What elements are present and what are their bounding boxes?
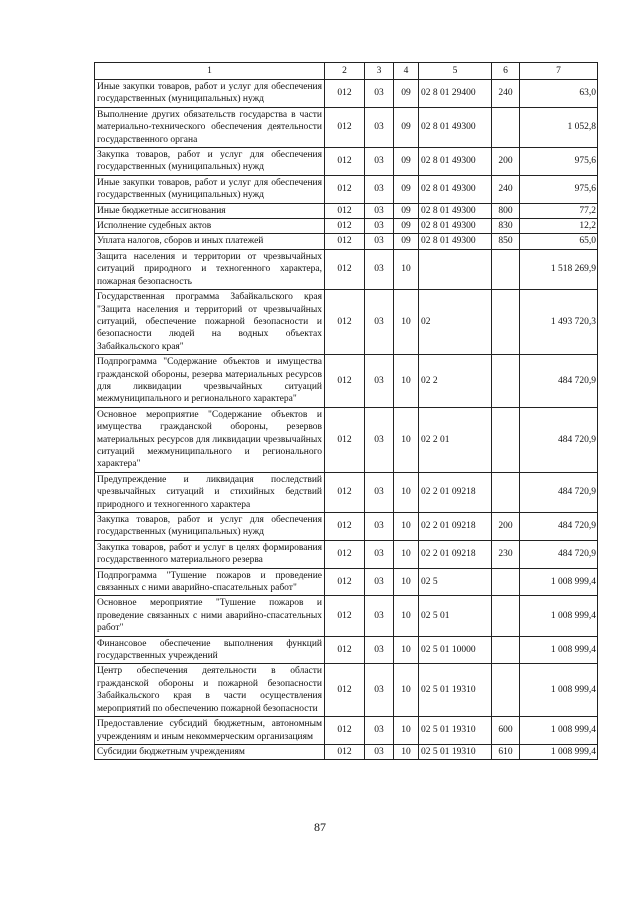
- expense-type-cell: [492, 568, 520, 596]
- chapter-code-cell: 03: [365, 234, 394, 249]
- amount-cell: 1 493 720,3: [520, 290, 598, 355]
- section-code-cell: 012: [325, 596, 365, 636]
- chapter-code-cell: 03: [365, 568, 394, 596]
- chapter-code-cell: 03: [365, 717, 394, 745]
- table-row: [95, 107, 598, 147]
- expense-type-cell: 240: [492, 175, 520, 203]
- table-row: [95, 234, 598, 249]
- subsection-code-cell: 10: [394, 355, 419, 408]
- table-row: [95, 249, 598, 289]
- expense-type-cell: 200: [492, 513, 520, 541]
- expense-type-cell: [492, 596, 520, 636]
- row-name-cell: Закупка товаров, работ и услуг в целях формирования государственного материального резерва: [95, 540, 325, 568]
- section-code-cell: 012: [325, 249, 365, 289]
- target-article-cell: 02 8 01 49300: [419, 148, 492, 176]
- subsection-code-cell: 10: [394, 249, 419, 289]
- table-row: [95, 175, 598, 203]
- budget-table: [94, 62, 598, 760]
- table-row: [95, 513, 598, 541]
- expense-type-cell: 230: [492, 540, 520, 568]
- target-article-cell: 02 8 01 49300: [419, 107, 492, 147]
- amount-cell: 1 052,8: [520, 107, 598, 147]
- table-row: [95, 568, 598, 596]
- subsection-code-cell: 09: [394, 107, 419, 147]
- expense-type-cell: 800: [492, 203, 520, 218]
- row-name-cell: Исполнение судебных актов: [95, 219, 325, 234]
- table-row: [95, 203, 598, 218]
- table-row: [95, 148, 598, 176]
- amount-cell: 1 008 999,4: [520, 744, 598, 759]
- chapter-code-cell: 03: [365, 219, 394, 234]
- target-article-cell: [419, 249, 492, 289]
- section-code-cell: 012: [325, 407, 365, 472]
- expense-type-cell: 600: [492, 717, 520, 745]
- header-cell: 2: [325, 63, 365, 80]
- expense-type-cell: [492, 664, 520, 717]
- subsection-code-cell: 10: [394, 744, 419, 759]
- header-cell: 6: [492, 63, 520, 80]
- row-name-cell: Выполнение других обязательств государства в части материально-технического обеспечения деятельности государственного органа: [95, 107, 325, 147]
- expense-type-cell: 200: [492, 148, 520, 176]
- section-code-cell: 012: [325, 540, 365, 568]
- section-code-cell: 012: [325, 636, 365, 664]
- table-body: [95, 63, 598, 760]
- amount-cell: 484 720,9: [520, 540, 598, 568]
- row-name-cell: Подпрограмма "Содержание объектов и имущества гражданской обороны, резерва материальных ресурсов для ликвидации чрезвычайных ситуаций межмуниципального и регионального характера": [95, 355, 325, 408]
- amount-cell: 1 008 999,4: [520, 664, 598, 717]
- row-name-cell: Защита населения и территории от чрезвычайных ситуаций природного и техногенного характера, пожарная безопасность: [95, 249, 325, 289]
- table-row: [95, 407, 598, 472]
- target-article-cell: 02 2 01 09218: [419, 540, 492, 568]
- section-code-cell: 012: [325, 148, 365, 176]
- subsection-code-cell: 09: [394, 80, 419, 108]
- row-name-cell: Иные бюджетные ассигнования: [95, 203, 325, 218]
- expense-type-cell: [492, 355, 520, 408]
- amount-cell: 65,0: [520, 234, 598, 249]
- target-article-cell: 02: [419, 290, 492, 355]
- section-code-cell: 012: [325, 664, 365, 717]
- expense-type-cell: 610: [492, 744, 520, 759]
- expense-type-cell: [492, 249, 520, 289]
- row-name-cell: Государственная программа Забайкальского края "Защита населения и территорий от чрезвычайных ситуаций, обеспечение пожарной безопасности и безопасности людей на водных объектах Забайкальского края": [95, 290, 325, 355]
- row-name-cell: Уплата налогов, сборов и иных платежей: [95, 234, 325, 249]
- table-row: [95, 290, 598, 355]
- amount-cell: 1 008 999,4: [520, 568, 598, 596]
- amount-cell: 975,6: [520, 148, 598, 176]
- row-name-cell: Предупреждение и ликвидация последствий чрезвычайных ситуаций и стихийных бедствий природного и техногенного характера: [95, 472, 325, 512]
- expense-type-cell: [492, 290, 520, 355]
- expense-type-cell: [492, 107, 520, 147]
- chapter-code-cell: 03: [365, 540, 394, 568]
- header-cell: 7: [520, 63, 598, 80]
- amount-cell: 1 518 269,9: [520, 249, 598, 289]
- header-cell: 1: [95, 63, 325, 80]
- chapter-code-cell: 03: [365, 107, 394, 147]
- header-row: [95, 63, 598, 80]
- chapter-code-cell: 03: [365, 664, 394, 717]
- table-row: [95, 744, 598, 759]
- row-name-cell: Закупка товаров, работ и услуг для обеспечения государственных (муниципальных) нужд: [95, 148, 325, 176]
- amount-cell: 12,2: [520, 219, 598, 234]
- header-cell: 5: [419, 63, 492, 80]
- target-article-cell: 02 5 01: [419, 596, 492, 636]
- chapter-code-cell: 03: [365, 596, 394, 636]
- expense-type-cell: [492, 636, 520, 664]
- target-article-cell: 02 5: [419, 568, 492, 596]
- amount-cell: 484 720,9: [520, 355, 598, 408]
- section-code-cell: 012: [325, 219, 365, 234]
- row-name-cell: Предоставление субсидий бюджетным, автономным учреждениям и иным некоммерческим организациям: [95, 717, 325, 745]
- subsection-code-cell: 09: [394, 148, 419, 176]
- table-row: [95, 540, 598, 568]
- expense-type-cell: 830: [492, 219, 520, 234]
- table-row: [95, 80, 598, 108]
- subsection-code-cell: 10: [394, 513, 419, 541]
- row-name-cell: Подпрограмма "Тушение пожаров и проведение связанных с ними аварийно-спасательных работ": [95, 568, 325, 596]
- chapter-code-cell: 03: [365, 80, 394, 108]
- amount-cell: 484 720,9: [520, 407, 598, 472]
- target-article-cell: 02 2: [419, 355, 492, 408]
- subsection-code-cell: 09: [394, 203, 419, 218]
- section-code-cell: 012: [325, 290, 365, 355]
- amount-cell: 1 008 999,4: [520, 636, 598, 664]
- subsection-code-cell: 10: [394, 717, 419, 745]
- row-name-cell: Иные закупки товаров, работ и услуг для обеспечения государственных (муниципальных) нужд: [95, 175, 325, 203]
- subsection-code-cell: 10: [394, 407, 419, 472]
- amount-cell: 484 720,9: [520, 513, 598, 541]
- row-name-cell: Основное мероприятие "Содержание объектов и имущества гражданской обороны, резервов материальных ресурсов для ликвидации чрезвычайных ситуаций межмуниципального и регионального характера": [95, 407, 325, 472]
- row-name-cell: Центр обеспечения деятельности в области гражданской обороны и пожарной безопасности Забайкальского края в части осуществления мероприятий по обеспечению пожарной безопасности: [95, 664, 325, 717]
- target-article-cell: 02 2 01 09218: [419, 513, 492, 541]
- section-code-cell: 012: [325, 513, 365, 541]
- table-row: [95, 355, 598, 408]
- chapter-code-cell: 03: [365, 290, 394, 355]
- target-article-cell: 02 8 01 49300: [419, 219, 492, 234]
- chapter-code-cell: 03: [365, 148, 394, 176]
- section-code-cell: 012: [325, 80, 365, 108]
- chapter-code-cell: 03: [365, 175, 394, 203]
- subsection-code-cell: 10: [394, 290, 419, 355]
- subsection-code-cell: 10: [394, 664, 419, 717]
- section-code-cell: 012: [325, 717, 365, 745]
- table-row: [95, 596, 598, 636]
- row-name-cell: Основное мероприятие "Тушение пожаров и проведение связанных с ними аварийно-спасательных работ": [95, 596, 325, 636]
- chapter-code-cell: 03: [365, 355, 394, 408]
- section-code-cell: 012: [325, 175, 365, 203]
- chapter-code-cell: 03: [365, 744, 394, 759]
- chapter-code-cell: 03: [365, 472, 394, 512]
- row-name-cell: Закупка товаров, работ и услуг для обеспечения государственных (муниципальных) нужд: [95, 513, 325, 541]
- subsection-code-cell: 09: [394, 175, 419, 203]
- expense-type-cell: 240: [492, 80, 520, 108]
- target-article-cell: 02 5 01 19310: [419, 744, 492, 759]
- section-code-cell: 012: [325, 107, 365, 147]
- chapter-code-cell: 03: [365, 513, 394, 541]
- subsection-code-cell: 09: [394, 234, 419, 249]
- subsection-code-cell: 10: [394, 472, 419, 512]
- target-article-cell: 02 8 01 29400: [419, 80, 492, 108]
- table-row: [95, 219, 598, 234]
- row-name-cell: Финансовое обеспечение выполнения функций государственных учреждений: [95, 636, 325, 664]
- target-article-cell: 02 8 01 49300: [419, 234, 492, 249]
- subsection-code-cell: 10: [394, 568, 419, 596]
- target-article-cell: 02 5 01 10000: [419, 636, 492, 664]
- amount-cell: 484 720,9: [520, 472, 598, 512]
- section-code-cell: 012: [325, 203, 365, 218]
- section-code-cell: 012: [325, 234, 365, 249]
- target-article-cell: 02 8 01 49300: [419, 175, 492, 203]
- row-name-cell: Иные закупки товаров, работ и услуг для обеспечения государственных (муниципальных) нужд: [95, 80, 325, 108]
- row-name-cell: Субсидии бюджетным учреждениям: [95, 744, 325, 759]
- amount-cell: 1 008 999,4: [520, 717, 598, 745]
- table-row: [95, 664, 598, 717]
- subsection-code-cell: 10: [394, 540, 419, 568]
- amount-cell: 77,2: [520, 203, 598, 218]
- header-cell: 4: [394, 63, 419, 80]
- header-cell: 3: [365, 63, 394, 80]
- amount-cell: 1 008 999,4: [520, 596, 598, 636]
- section-code-cell: 012: [325, 744, 365, 759]
- amount-cell: 975,6: [520, 175, 598, 203]
- target-article-cell: 02 2 01 09218: [419, 472, 492, 512]
- target-article-cell: 02 2 01: [419, 407, 492, 472]
- table-row: [95, 472, 598, 512]
- page-number: 87: [314, 820, 326, 834]
- chapter-code-cell: 03: [365, 407, 394, 472]
- target-article-cell: 02 5 01 19310: [419, 664, 492, 717]
- subsection-code-cell: 10: [394, 596, 419, 636]
- chapter-code-cell: 03: [365, 249, 394, 289]
- expense-type-cell: 850: [492, 234, 520, 249]
- table-row: [95, 717, 598, 745]
- section-code-cell: 012: [325, 568, 365, 596]
- chapter-code-cell: 03: [365, 636, 394, 664]
- amount-cell: 63,0: [520, 80, 598, 108]
- section-code-cell: 012: [325, 355, 365, 408]
- table-row: [95, 636, 598, 664]
- expense-type-cell: [492, 407, 520, 472]
- expense-type-cell: [492, 472, 520, 512]
- subsection-code-cell: 10: [394, 636, 419, 664]
- target-article-cell: 02 8 01 49300: [419, 203, 492, 218]
- subsection-code-cell: 09: [394, 219, 419, 234]
- target-article-cell: 02 5 01 19310: [419, 717, 492, 745]
- section-code-cell: 012: [325, 472, 365, 512]
- chapter-code-cell: 03: [365, 203, 394, 218]
